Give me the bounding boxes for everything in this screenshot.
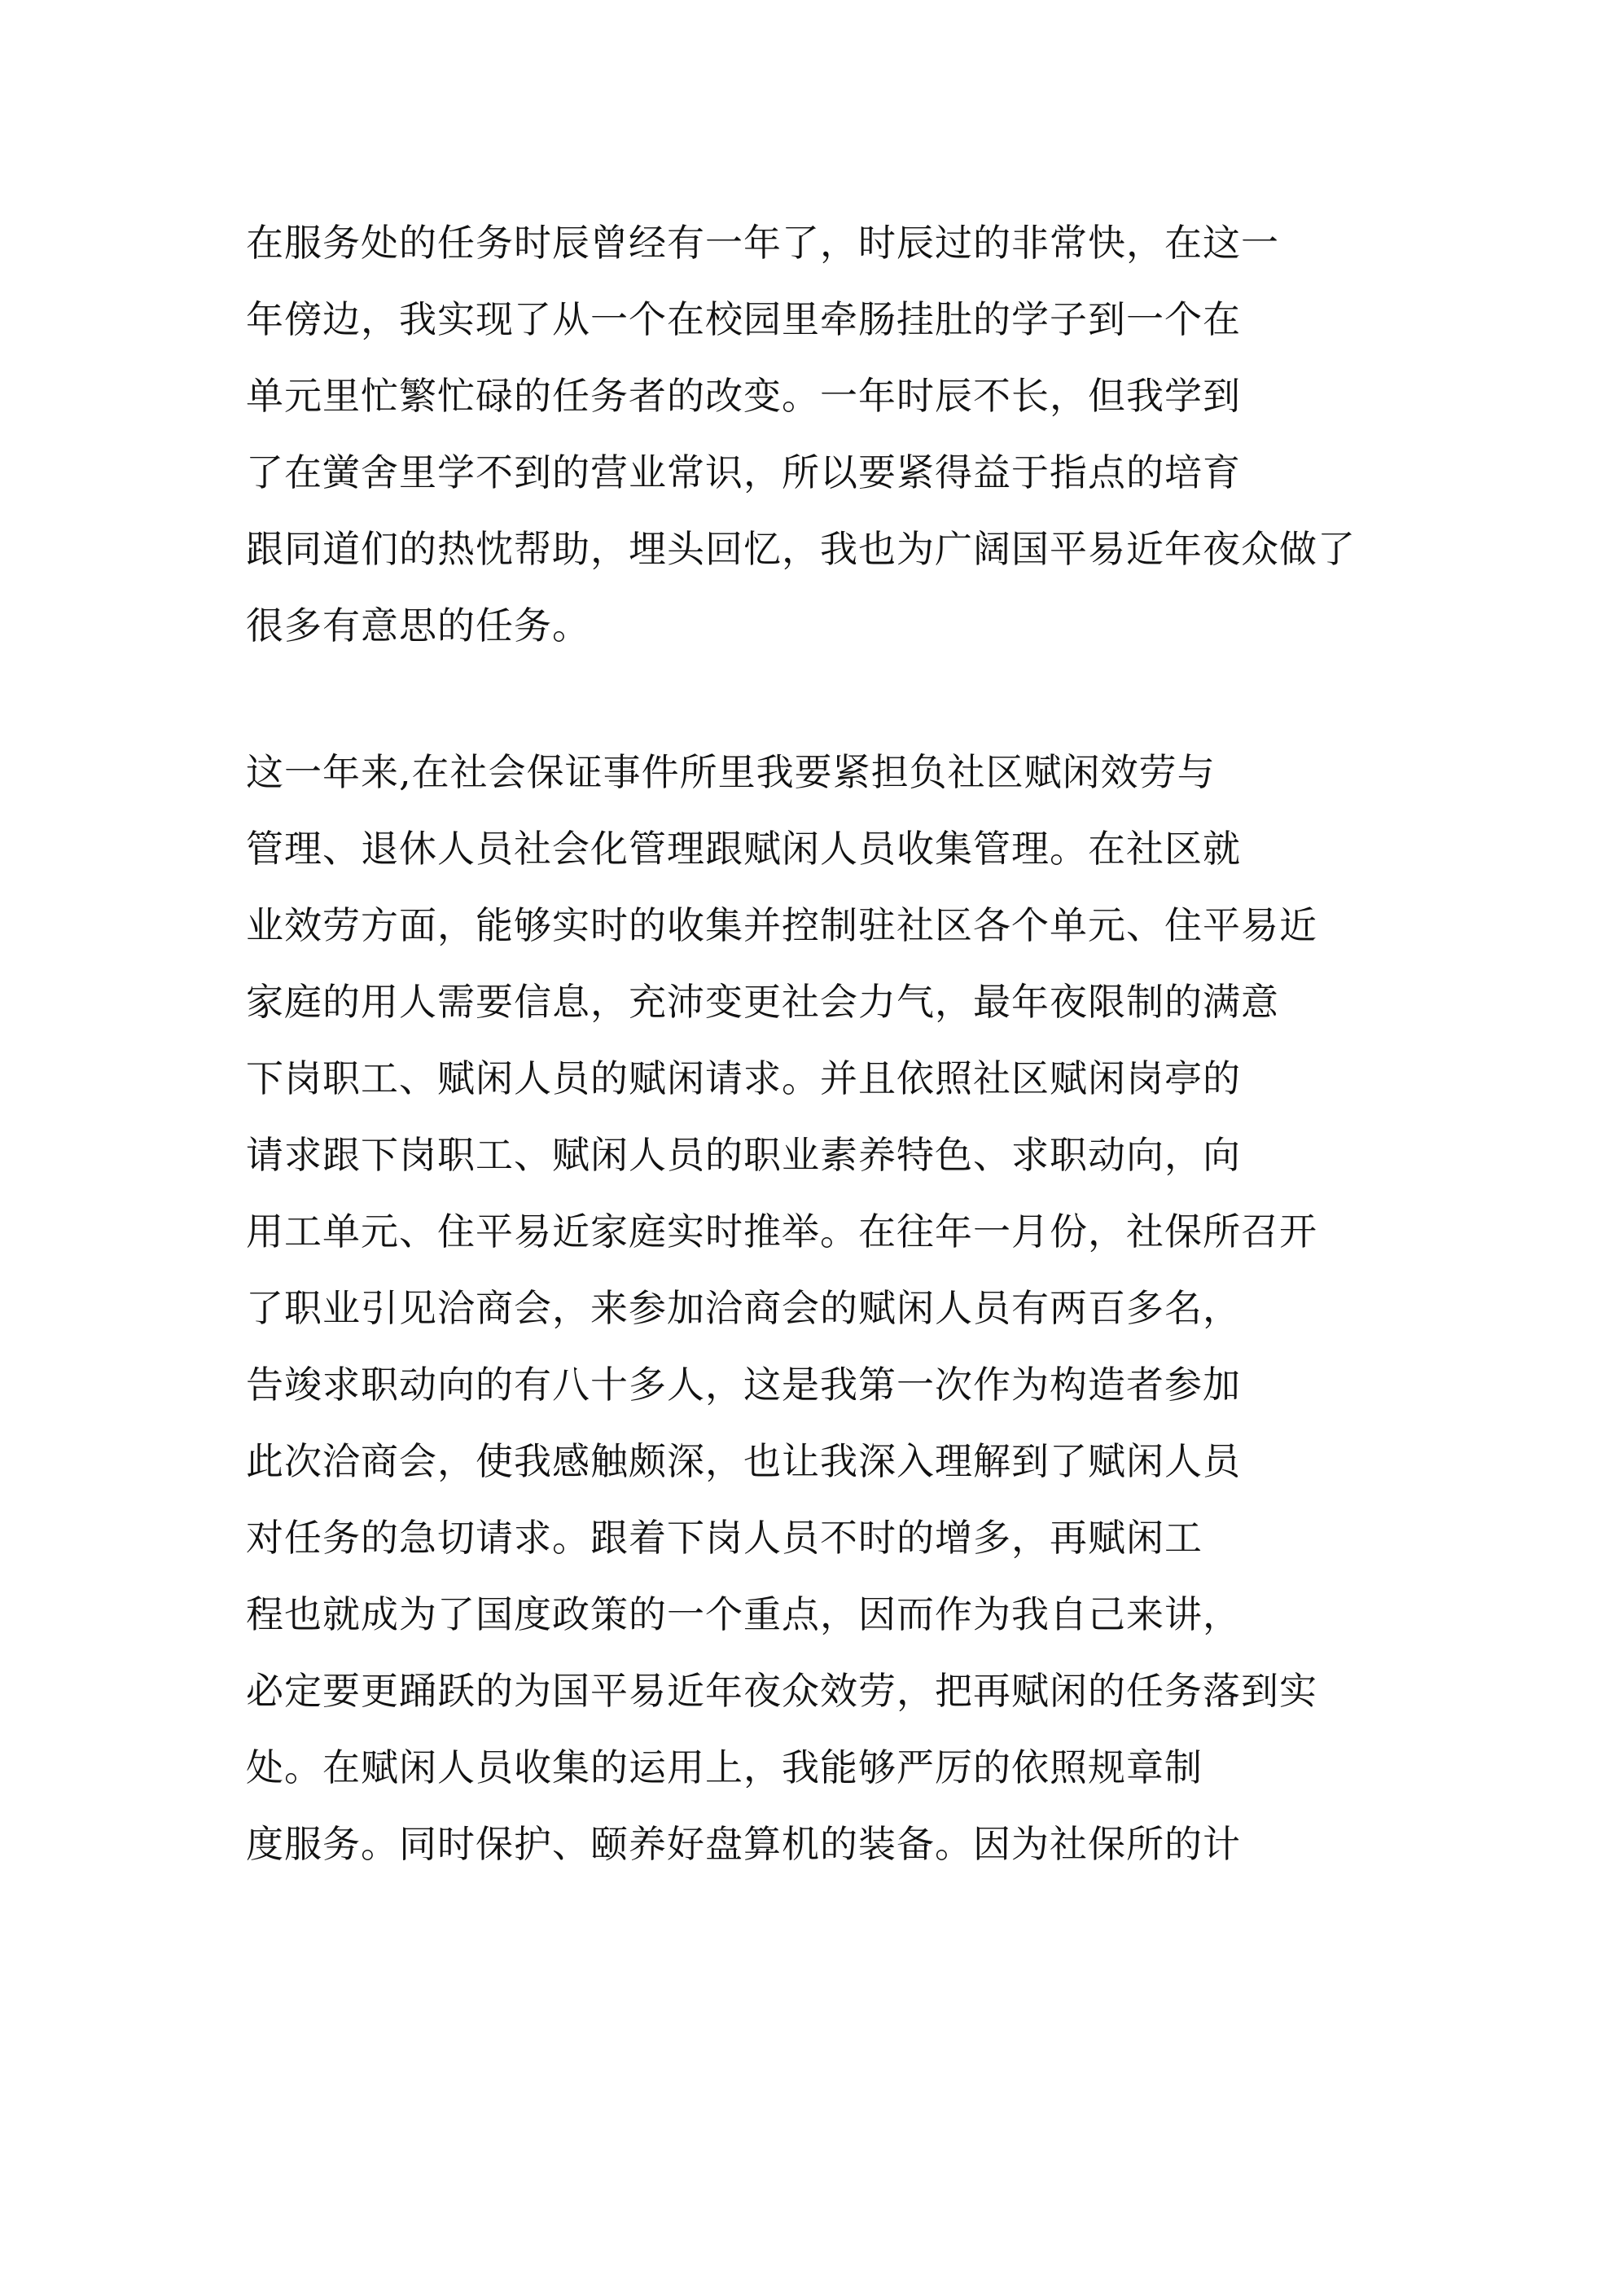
paragraph-2-line-6: 请求跟下岗职工、赋闲人员的职业素养特色、求职动向，向 [246, 1133, 1241, 1177]
paragraph-1-line-1: 在服务处的任务时辰曾经有一年了，时辰过的非常快，在这一 [246, 221, 1279, 265]
paragraph-2-line-8: 了职业引见洽商会，来参加洽商会的赋闲人员有两百多名， [246, 1286, 1241, 1330]
paragraph-2-line-11: 对任务的急切请求。跟着下岗人员不时的增多，再赋闲工 [246, 1516, 1203, 1560]
paragraph-2-line-13: 必定要更踊跃的为国平易近年夜众效劳，把再赋闲的任务落到实 [246, 1669, 1317, 1713]
paragraph-2-line-10: 此次洽商会，使我感触颇深，也让我深入理解到了赋闲人员 [246, 1439, 1241, 1483]
paragraph-2-line-15: 度服务。同时保护、颐养好盘算机的装备。因为社保所的计 [246, 1822, 1241, 1866]
paragraph-2-line-7: 用工单元、住平易近家庭实时推举。在往年一月份，社保所召开 [246, 1209, 1317, 1253]
paragraph-2-line-1: 这一年来,在社会保证事件所里我要紧担负社区赋闲效劳与 [246, 750, 1216, 794]
paragraph-1-line-3: 单元里忙繁忙碌的任务者的改变。一年时辰不长，但我学到 [246, 374, 1241, 418]
paragraph-2-line-9: 告竣求职动向的有八十多人，这是我第一次作为构造者参加 [246, 1363, 1241, 1407]
paragraph-1-line-4: 了在黉舍里学不到的营业常识，所以要紧得益于指点的培育 [246, 450, 1241, 494]
paragraph-2-line-5: 下岗职工、赋闲人员的赋闲请求。并且依照社区赋闲岗亭的 [246, 1056, 1241, 1100]
paragraph-2-line-4: 家庭的用人需要信息，充沛变更社会力气，最年夜限制的满意 [246, 980, 1279, 1024]
paragraph-2-line-12: 程也就成为了国度政策的一个重点，因而作为我自己来讲， [246, 1592, 1241, 1636]
paragraph-1-line-5: 跟同道们的热忱帮助，埋头回忆，我也为广阔国平易近年夜众做了 [246, 527, 1356, 571]
paragraph-2-line-2: 管理、退休人员社会化管理跟赋闲人员收集管理。在社区就 [246, 827, 1241, 871]
paragraph-1-line-6: 很多有意思的任务。 [246, 604, 590, 648]
paragraph-1-line-2: 年傍边，我实现了从一个在校园里牵肠挂肚的学子到一个在 [246, 297, 1241, 341]
paragraph-2-line-14: 处。在赋闲人员收集的运用上，我能够严厉的依照规章制 [246, 1745, 1203, 1789]
paragraph-2-line-3: 业效劳方面，能够实时的收集并控制驻社区各个单元、住平易近 [246, 903, 1317, 947]
